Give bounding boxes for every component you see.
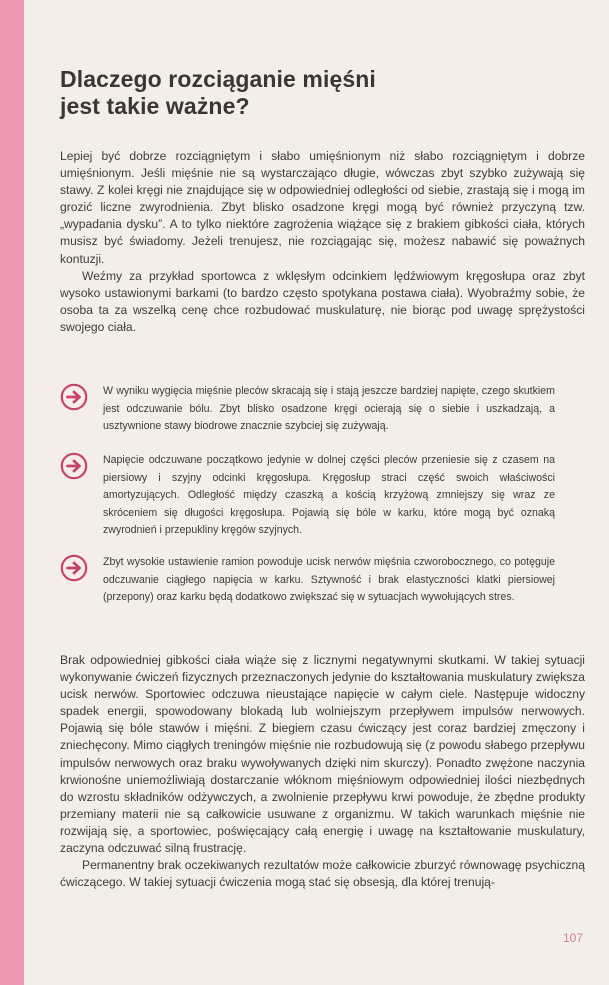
paragraph: Permanentny brak oczekiwanych rezultatów może całkowicie zburzyć równowagę psychiczną ćwiczącego. W takiej sytuacji ćwiczenia mogą stać się obsesją, dla której trenują- — [60, 858, 585, 890]
bullet-text: W wyniku wygięcia mięśnie pleców skracają się i stają jeszcze bardziej napięte, czego skutkiem jest odczuwanie bólu. Zbyt blisko osadzone kręgi ocierają się o siebie i uszkadzają, a usztywnione stawy biodrowe znacznie szybciej się zużywają. — [103, 385, 555, 433]
section-title — [60, 66, 520, 120]
bullet-text: Zbyt wysokie ustawienie ramion powoduje ucisk nerwów mięśnia czworobocznego, co potęguje odczuwanie ciągłego napięcia w karku. Sztywność i brak elastyczności klatki piersiowej (przepony) oraz karku będą dodatkowo zwiększać się w sytuacjach wywołujących stres. — [103, 556, 555, 604]
paragraph: Lepiej być dobrze rozciągniętym i słabo umięśnionym niż słabo rozciągniętym i dobrze umięśnionym. Jeśli mięśnie nie są wystarczająco długie, wówczas zbyt szybko zużywają się stawy. Z kolei kręgi nie znajdujące się w odpowiedniej odległości od siebie, zrastają się i mogą im grozić liczne zwyrodnienia. Zbyt blisko osadzone kręgi mogą być również przyczyną tzw. „wypadania dysku”. A to tylko niektóre zagrożenia wiążące się z brakiem gibkości ciała, których musisz być świadomy. Jeżeli trenujesz, nie rozciągając się, możesz nabawić się poważnych kontuzji. — [60, 149, 585, 266]
title-line: jest takie ważne? — [60, 93, 250, 119]
bullet-text: Napięcie odczuwane początkowo jedynie w dolnej części pleców przeniesie się z czasem na piersiowy i szyjny odcinki kręgosłupa. Kręgosłup straci część swoich właściwości amortyzujących. Odległość między czaszką a kością krzyżową zmniejszy się wraz ze skróceniem się długości kręgosłupa. Pojawią się bóle w karku, które mogą być oznaką zwyrodnień i przepukliny kręgów szyjnych. — [103, 454, 555, 537]
intro-text — [60, 148, 585, 336]
page-edge-stripe — [0, 0, 24, 985]
arrow-right-circle-icon — [60, 452, 88, 480]
page-number: 107 — [562, 931, 583, 945]
arrow-right-circle-icon — [60, 554, 88, 582]
outro-text — [60, 652, 585, 891]
book-page — [60, 0, 585, 985]
title-line: Dlaczego rozciąganie mięśni — [60, 66, 376, 92]
arrow-right-circle-icon — [60, 383, 88, 411]
paragraph: Weźmy za przykład sportowca z wklęsłym odcinkiem lędźwiowym kręgosłupa oraz zbyt wysoko ustawionymi barkami (to bardzo często spotykana postawa ciała). Wyobraźmy sobie, że osoba ta za wszelką cenę chce rozbudować muskulaturę, nie biorąc pod uwagę sprężystości swojego ciała. — [60, 268, 585, 334]
paragraph: Brak odpowiedniej gibkości ciała wiąże się z licznymi negatywnymi skutkami. W takiej sytuacji wykonywanie ćwiczeń fizycznych przeznaczonych jedynie do kształtowania muskulatury zwiększa ucisk nerwów. Sportowiec odczuwa nieustające napięcie w całym ciele. Następuje widoczny spadek energii, spowodowany blokadą lub wolniejszym przepływem impulsów nerwowych. Pojawią się bóle stawów i mięśni. Z biegiem czasu ćwiczący jest coraz bardziej zmęczony i zniechęcony. Mimo ciągłych treningów mięśnie nie rozbudowują się (z powodu słabego przepływu impulsów nerwowych oraz braku wywoływanych dzięki nim skurczy). Ponadto zwężone naczynia krwionośne uniemożliwiają dostarczanie włóknom mięśniowym odpowiedniej ilości niezbędnych do wzrostu składników odżywczych, a zwolnienie przepływu krwi powoduje, że zbędne produkty przemiany materii nie są całkowicie usuwane z organizmu. W takich warunkach mięśnie nie rozwijają się, a sportowiec, poświęcający całą energię i uwagę na kształtowanie muskulatury, zaczyna odczuwać silną frustrację. — [60, 653, 585, 856]
